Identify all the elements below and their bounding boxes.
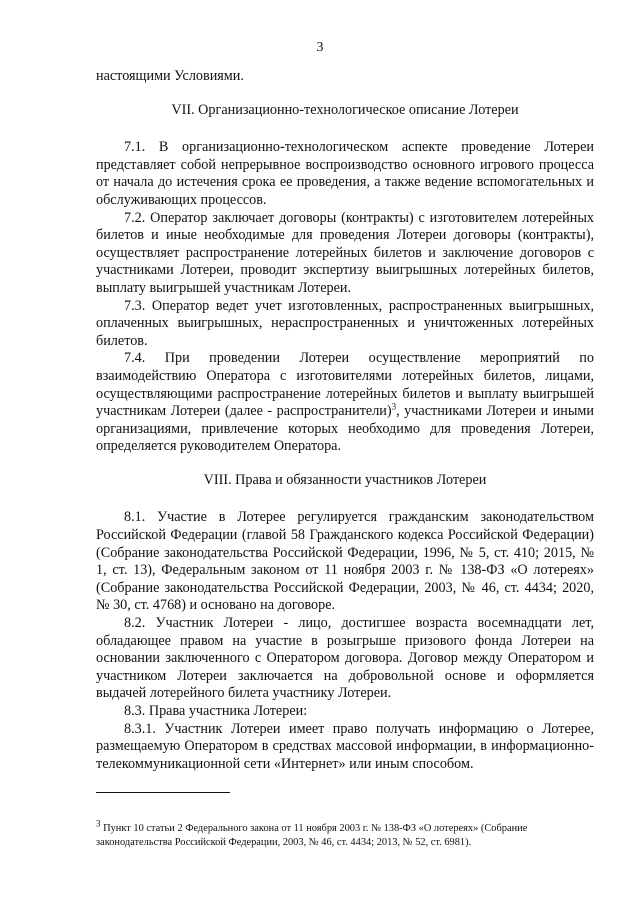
paragraph-8-3-1: 8.3.1. Участник Лотереи имеет право получать информацию о Лотерее, размещаемую Оператором в средствах массовой информации, в информационно-телекоммуникационной сети «Интернет» или иным способом.: [96, 720, 594, 772]
paragraph-7-3: 7.3. Оператор ведет учет изготовленных, распространенных выигрышных, оплаченных выигрышных, нераспространенных и уничтоженных лотерейных билетов.: [96, 297, 594, 349]
spacer: [96, 456, 594, 472]
document-body: [96, 68, 594, 773]
spacer: [96, 119, 594, 139]
spacer: [96, 86, 594, 102]
paragraph-7-4-rest: , участниками Лотереи и иными организациями, привлечение которых необходимо для проведения Лотереи, определяется руководителем Оператора.: [96, 403, 595, 455]
paragraph-7-4-main: 7.4. При проведении Лотереи осуществление мероприятий по взаимодействию Оператора с изготовителями лотерейных билетов, лицами, осуществляющими распространение лотерейных билетов и выплату выигрышей участникам Лотереи (далее - распространители): [96, 350, 594, 420]
footnote-mark: 3: [96, 818, 101, 829]
paragraph-7-1: 7.1. В организационно-технологическом аспекте проведение Лотереи представляет собой непрерывное воспроизводство основного игрового процесса от начала до истечения срока ее проведения, а также ведение вспомогательных и обслуживающих процессов.: [96, 139, 594, 208]
section-8-heading: VIII. Права и обязанности участников Лотереи: [203, 471, 487, 488]
paragraph-7-2: 7.2. Оператор заключает договоры (контракты) с изготовителем лотерейных билетов и иные необходимые для проведения Лотереи договоры (контракты), осуществляет распространение лотерейных билетов и заключение договоров с участниками Лотереи, проводит экспертизу выигрышных лотерейных билетов, выплату выигрышей участникам Лотереи.: [96, 209, 594, 296]
footnote: [96, 818, 594, 849]
spacer: [96, 489, 594, 509]
paragraph-8-3: 8.3. Права участника Лотереи:: [124, 703, 308, 719]
lead-line: настоящими Условиями.: [96, 68, 244, 84]
section-7-heading: VII. Организационно-технологическое описание Лотереи: [171, 101, 519, 118]
paragraph-8-1: 8.1. Участие в Лотерее регулируется гражданским законодательством Российской Федерации (главой 58 Гражданского кодекса Российской Федерации) (Собрание законодательства Российской Федерации, 1996, № 5, ст. 410; 2015, № 1, ст. 13), Федеральным законом от 11 ноября 2003 г. № 138-ФЗ «О лотереях» (Собрание законодательства Российской Федерации, 2003, № 46, ст. 4434; 2020, № 30, ст. 4768) и основано на договоре.: [96, 509, 594, 614]
footnote-text: Пункт 10 статьи 2 Федерального закона от 11 ноября 2003 г. № 138-ФЗ «О лотереях» (Собрание законодательства Российской Федерации, 2003, № 46, ст. 4434; 2013, № 52, ст. 6981).: [96, 823, 528, 848]
paragraph-8-2: 8.2. Участник Лотереи - лицо, достигшее возраста восемнадцати лет, обладающее правом на участие в розыгрыше призового фонда Лотереи на основании заключенного с Оператором договора. Договор между Оператором и участником Лотереи заключается на добровольной основе и оформляется выдачей лотерейного билета участнику Лотереи.: [96, 615, 594, 702]
footnote-reference: 3: [391, 401, 397, 412]
footnote-divider: [96, 792, 230, 793]
paragraph-7-4: [96, 350, 594, 456]
page-number: 3: [316, 40, 324, 55]
